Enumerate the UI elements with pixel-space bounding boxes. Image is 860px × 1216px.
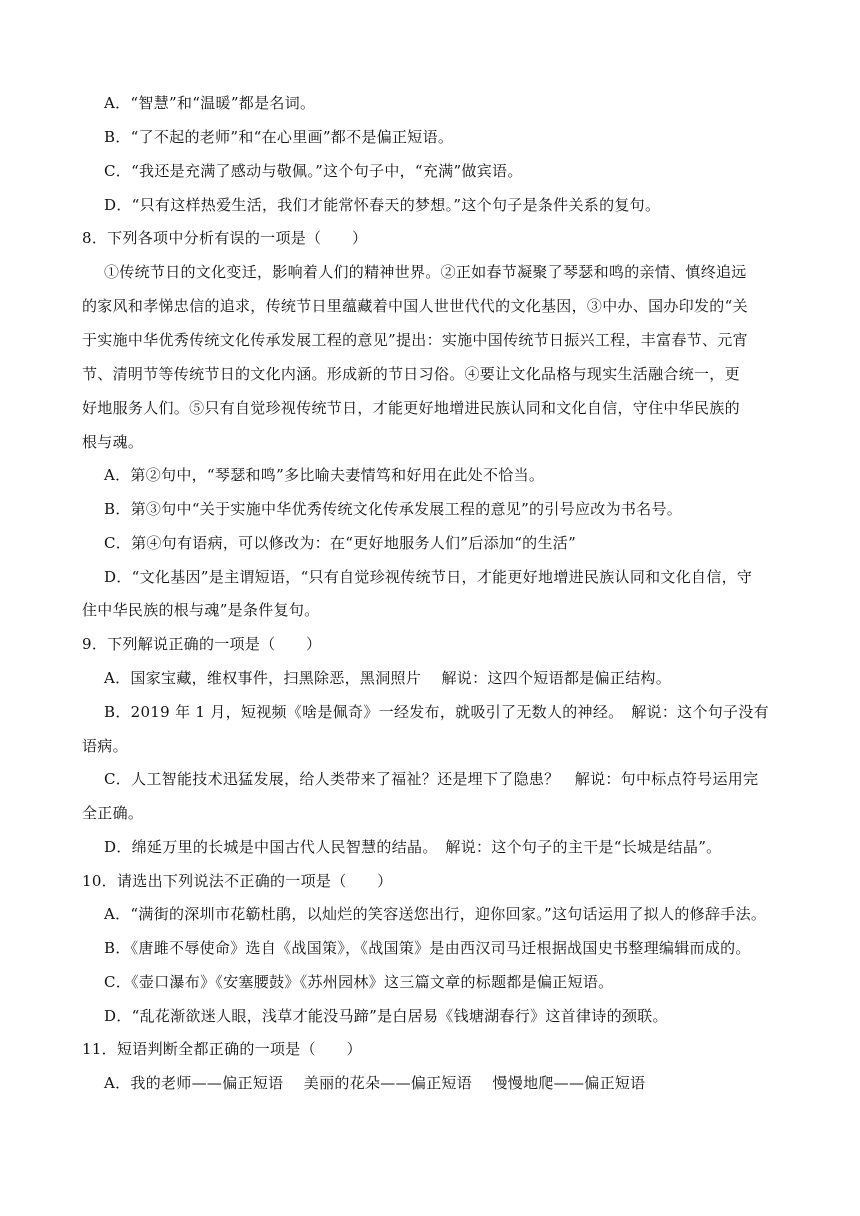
- q8-passage-line: 根与魂。: [82, 433, 144, 451]
- q8-stem: 8．下列各项中分析有误的一项是（ ）: [82, 229, 368, 247]
- q9-option-c-cont: 全正确。: [82, 804, 144, 822]
- q8-passage-line: 节、清明节等传统节日的文化内涵。形成新的节日习俗。④要让文化品格与现实生活融合统一，更: [82, 365, 740, 383]
- q7-option-a: A．“智慧”和“温暖”都是名词。: [104, 94, 316, 112]
- q8-option-c: C．第④句有语病，可以修改为：在“更好地服务人们”后添加“的生活”: [104, 534, 577, 552]
- q8-passage-line: ①传统节日的文化变迁，影响着人们的精神世界。②正如春节凝聚了琴瑟和鸣的亲情、慎终追远: [104, 263, 747, 281]
- q9-option-c: C．人工智能技术迅猛发展，给人类带来了福祉？还是埋下了隐患？ 解说：句中标点符号运用完: [104, 770, 759, 788]
- q8-option-d-cont: 住中华民族的根与魂”是条件复句。: [82, 601, 320, 619]
- q8-option-b: B．第③句中“关于实施中华优秀传统文化传承发展工程的意见”的引号应改为书名号。: [104, 500, 683, 518]
- q9-option-d: D．绵延万里的长城是中国古代人民智慧的结晶。 解说：这个句子的主干是“长城是结晶”。: [104, 838, 722, 856]
- q10-option-a: A．“满街的深圳市花簕杜鹃，以灿烂的笑容送您出行，迎你回家。”这句话运用了拟人的修辞手法。: [104, 905, 767, 923]
- q7-option-c: C．“我还是充满了感动与敬佩。”这个句子中，“充满”做宾语。: [104, 162, 523, 180]
- q10-option-d: D．“乱花渐欲迷人眼，浅草才能没马蹄”是白居易《钱塘湖春行》这首律诗的颈联。: [104, 1007, 668, 1025]
- q10-option-b: B．《唐雎不辱使命》选自《战国策》，《战国策》是由西汉司马迁根据战国史书整理编辑而成的。: [104, 939, 751, 957]
- q8-option-d: D．“文化基因”是主谓短语，“只有自觉珍视传统节日，才能更好地增进民族认同和文化自信，守: [104, 568, 753, 586]
- q8-passage-line: 于实施中华优秀传统文化传承发展工程的意见”提出：实施中国传统节日振兴工程，丰富春节、元宵: [82, 331, 748, 349]
- q9-option-b: B．2019 年 1 月，短视频《啥是佩奇》一经发布，就吸引了无数人的神经。 解说：这个句子没有: [104, 703, 769, 721]
- q8-passage-line: 好地服务人们。⑤只有自觉珍视传统节日，才能更好地增进民族认同和文化自信，守住中华民族的: [82, 399, 740, 417]
- q11-option-a: A．我的老师——偏正短语 美丽的花朵——偏正短语 慢慢地爬——偏正短语: [104, 1074, 646, 1092]
- q7-option-d: D．“只有这样热爱生活，我们才能常怀春天的梦想。”这个句子是条件关系的复句。: [104, 196, 661, 214]
- q9-stem: 9．下列解说正确的一项是（ ）: [82, 635, 322, 653]
- q10-option-c: C．《壶口瀑布》《安塞腰鼓》《苏州园林》这三篇文章的标题都是偏正短语。: [104, 973, 614, 991]
- q7-option-b: B．“了不起的老师”和“在心里画”都不是偏正短语。: [104, 128, 454, 146]
- q8-option-a: A．第②句中，“琴瑟和鸣”多比喻夫妻情笃和好用在此处不恰当。: [104, 466, 545, 484]
- q9-option-a: A．国家宝藏，维权事件，扫黑除恶，黑洞照片 解说：这四个短语都是偏正结构。: [104, 669, 672, 687]
- q8-passage-line: 的家风和孝悌忠信的追求，传统节日里蕴藏着中国人世世代代的文化基因，③中办、国办印发的“关: [82, 297, 748, 315]
- q11-stem: 11．短语判断全都正确的一项是（ ）: [82, 1040, 362, 1058]
- q10-stem: 10．请选出下列说法不正确的一项是（ ）: [82, 872, 393, 890]
- q9-option-b-cont: 语病。: [82, 737, 128, 755]
